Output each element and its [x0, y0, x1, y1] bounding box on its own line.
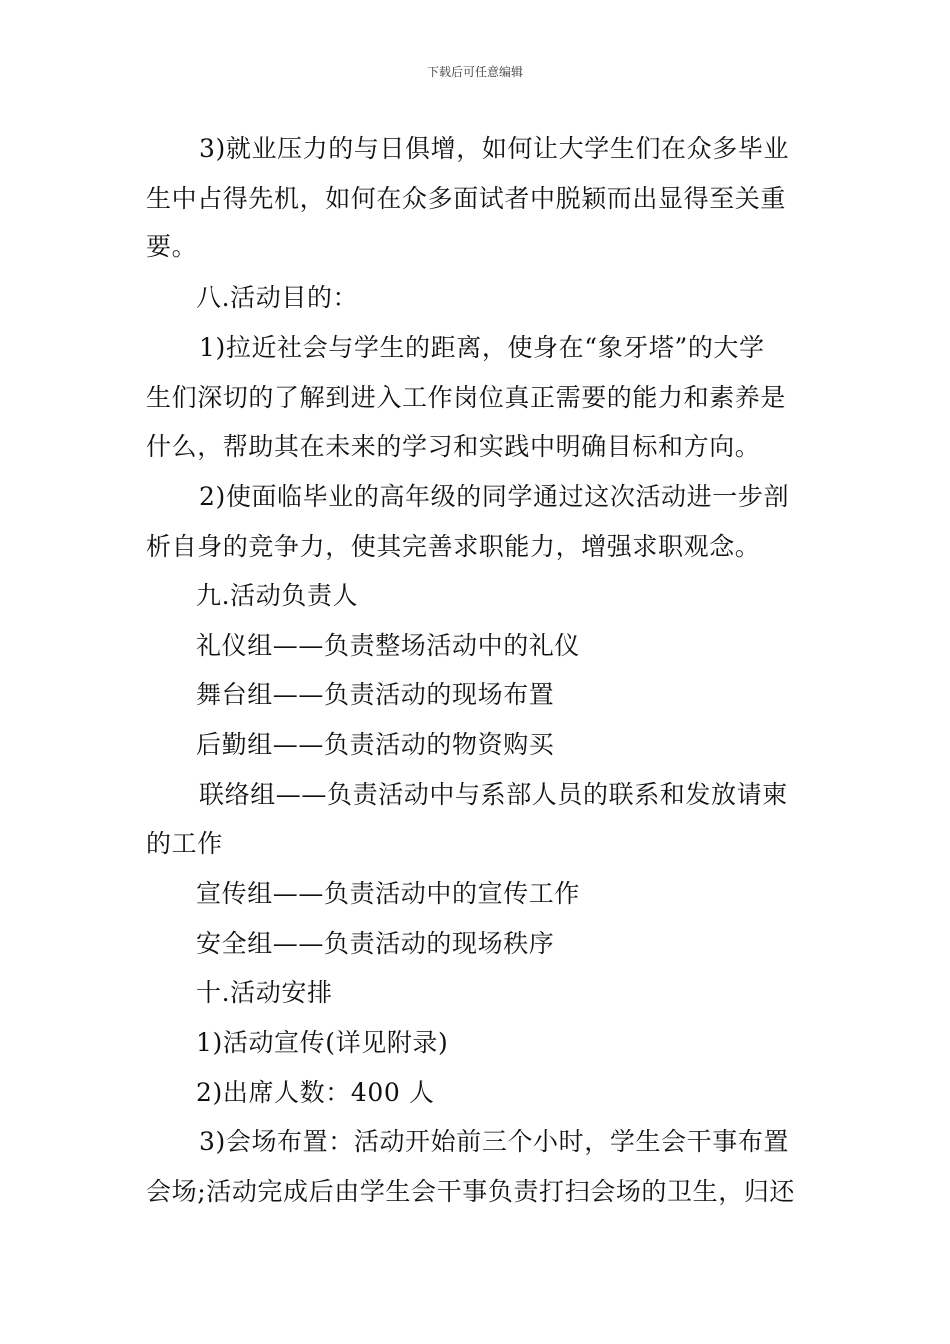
list-item: 礼仪组——负责整场活动中的礼仪 — [196, 631, 581, 660]
paragraph-line: 析自身的竞争力，使其完善求职能力，增强求职观念。 — [146, 532, 761, 561]
paragraph-line: 3)就业压力的与日俱增，如何让大学生们在众多毕业 — [199, 134, 790, 163]
paragraph-line: 1)拉近社会与学生的距离，使身在“象牙塔”的大学 — [199, 333, 765, 362]
paragraph-line: 生中占得先机，如何在众多面试者中脱颖而出显得至关重 — [146, 184, 787, 213]
list-item: 宣传组——负责活动中的宣传工作 — [196, 879, 581, 908]
paragraph-line: 什么，帮助其在未来的学习和实践中明确目标和方向。 — [146, 432, 761, 461]
list-item: 后勤组——负责活动的物资购买 — [196, 730, 555, 759]
list-item: 安全组——负责活动的现场秩序 — [196, 929, 555, 958]
section-heading: 十.活动安排 — [196, 978, 333, 1007]
paragraph-line: 3)会场布置：活动开始前三个小时，学生会干事布置 — [199, 1127, 790, 1156]
section-heading: 八.活动目的： — [196, 283, 359, 312]
paragraph-line: 2)使面临毕业的高年级的同学通过这次活动进一步剖 — [199, 482, 790, 511]
paragraph-line: 会场;活动完成后由学生会干事负责打扫会场的卫生，归还 — [146, 1177, 796, 1206]
list-item: 舞台组——负责活动的现场布置 — [196, 680, 555, 709]
list-item-continuation: 的工作 — [146, 829, 223, 858]
list-item: 联络组——负责活动中与系部人员的联系和发放请柬 — [199, 780, 788, 809]
list-item: 1)活动宣传(详见附录) — [196, 1028, 449, 1057]
paragraph-line: 生们深切的了解到进入工作岗位真正需要的能力和素养是 — [146, 383, 787, 412]
page-header: 下载后可任意编辑 — [426, 65, 523, 79]
paragraph-line: 要。 — [146, 232, 198, 261]
section-heading: 九.活动负责人 — [196, 581, 359, 610]
list-item: 2)出席人数：400 人 — [196, 1078, 435, 1107]
